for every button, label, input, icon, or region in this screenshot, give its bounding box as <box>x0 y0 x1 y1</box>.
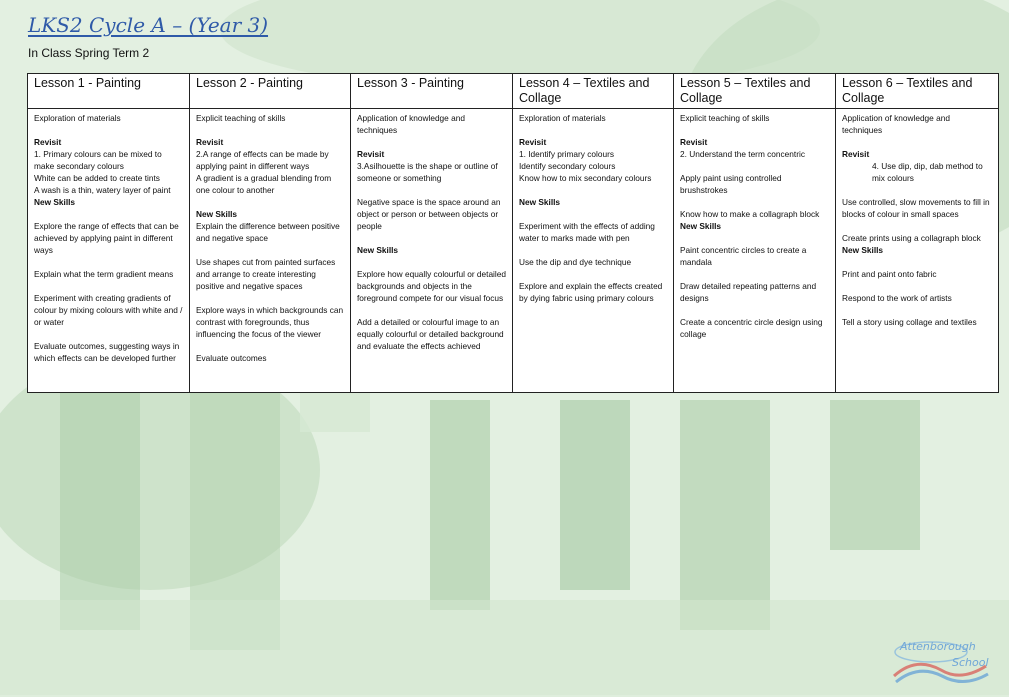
content-line: A gradient is a gradual blending from one colour to another <box>196 173 332 195</box>
section-heading: Revisit <box>842 149 870 159</box>
content-block <box>196 208 344 244</box>
section-heading: New Skills <box>357 245 399 255</box>
content-block <box>519 136 667 184</box>
content-line: Explicit teaching of skills <box>196 113 286 123</box>
content-line: Explore how equally colourful or detailed backgrounds and objects in the foreground compete for our visual focus <box>357 269 506 303</box>
content-line: Explain the difference between positive and negative space <box>196 221 340 243</box>
lesson-4-header: Lesson 4 – Textiles and Collage <box>513 74 674 109</box>
section-heading: New Skills <box>680 221 722 231</box>
content-block <box>519 112 667 124</box>
content-line: Explicit teaching of skills <box>680 113 770 123</box>
content-block <box>680 208 829 232</box>
content-block <box>519 196 667 208</box>
lesson-6-header: Lesson 6 – Textiles and Collage <box>836 74 999 109</box>
content-line: 1. Primary colours can be mixed to make secondary colours <box>34 149 162 171</box>
content-line: White can be added to create tints <box>34 173 160 183</box>
content-line: Exploration of materials <box>519 113 606 123</box>
content-line: A wash is a thin, watery layer of paint <box>34 185 171 195</box>
content-block <box>842 148 992 184</box>
section-heading: New Skills <box>519 197 561 207</box>
content-block <box>519 220 667 244</box>
content-block <box>196 352 344 364</box>
content-line: Identify secondary colours <box>519 161 616 171</box>
lesson-1-content <box>28 109 190 393</box>
content-line: Experiment with creating gradients of colour by mixing colours with white and / or water <box>34 293 183 327</box>
content-block <box>34 136 183 208</box>
content-block <box>34 292 183 328</box>
content-line: Explore ways in which backgrounds can contrast with foregrounds, thus influencing the focus of the viewer <box>196 305 344 339</box>
content-line: Explore and explain the effects created by dying fabric using primary colours <box>519 281 663 303</box>
content-line: Tell a story using collage and textiles <box>842 317 977 327</box>
content-line: 2.A range of effects can be made by applying paint in different ways <box>196 149 329 171</box>
section-heading: New Skills <box>842 245 884 255</box>
content-line: Know how to mix secondary colours <box>519 173 652 183</box>
content-block <box>357 268 506 304</box>
lesson-2-header: Lesson 2 - Painting <box>190 74 351 109</box>
content-block <box>680 244 829 268</box>
content-block <box>680 280 829 304</box>
content-line: Know how to make a collagraph block <box>680 209 820 219</box>
content-block <box>842 268 992 280</box>
section-heading: Revisit <box>34 137 62 147</box>
content-block <box>34 268 183 280</box>
section-heading: New Skills <box>34 197 76 207</box>
content-block <box>357 244 506 256</box>
page-title: LKS2 Cycle A – (Year 3) <box>28 13 269 37</box>
content-line: Use the dip and dye technique <box>519 257 632 267</box>
content-line: Use shapes cut from painted surfaces and arrange to create interesting positive and negative spaces <box>196 257 336 291</box>
content-line: Respond to the work of artists <box>842 293 952 303</box>
content-block <box>196 256 344 292</box>
section-heading: Revisit <box>680 137 708 147</box>
content-block <box>842 292 992 304</box>
lesson-2-content <box>190 109 351 393</box>
logo-name-line2: School <box>952 656 989 669</box>
content-block <box>680 316 829 340</box>
content-line: Add a detailed or colourful image to an equally colourful or detailed background and evaluate the effects achieved <box>357 317 504 351</box>
content-line: Evaluate outcomes <box>196 353 267 363</box>
content-line: Evaluate outcomes, suggesting ways in which effects can be developed further <box>34 341 180 363</box>
content-block <box>34 220 183 256</box>
table-header-row <box>28 74 999 109</box>
content-line: Draw detailed repeating patterns and designs <box>680 281 817 303</box>
logo-name-line1: Attenborough <box>900 640 976 653</box>
content-block <box>34 112 183 124</box>
lesson-6-content <box>836 109 999 393</box>
lesson-1-header: Lesson 1 - Painting <box>28 74 190 109</box>
content-block <box>842 112 992 136</box>
lesson-3-content <box>351 109 513 393</box>
content-block <box>842 196 992 220</box>
content-block <box>519 256 667 268</box>
content-block <box>357 112 506 136</box>
content-line: Use controlled, slow movements to fill in blocks of colour in small spaces <box>842 197 990 219</box>
content-line: Create a concentric circle design using collage <box>680 317 823 339</box>
section-heading: Revisit <box>357 149 385 159</box>
lesson-4-content <box>513 109 674 393</box>
section-heading: Revisit <box>519 137 547 147</box>
content-line: Application of knowledge and techniques <box>842 113 950 135</box>
content-block <box>196 136 344 196</box>
content-line: Application of knowledge and techniques <box>357 113 465 135</box>
table-content-row <box>28 109 999 393</box>
content-block <box>680 112 829 124</box>
lesson-5-header: Lesson 5 – Textiles and Collage <box>674 74 836 109</box>
content-line: Explain what the term gradient means <box>34 269 174 279</box>
school-logo <box>886 636 996 692</box>
content-line: 2. Understand the term concentric <box>680 149 805 159</box>
content-line: Negative space is the space around an object or person or between objects or people <box>357 197 501 231</box>
content-line: Exploration of materials <box>34 113 121 123</box>
content-line: Paint concentric circles to create a mandala <box>680 245 807 267</box>
content-block <box>196 304 344 340</box>
lesson-plan-table <box>27 73 999 393</box>
content-block <box>357 148 506 184</box>
content-block <box>842 316 992 328</box>
content-block <box>357 196 506 232</box>
content-block <box>680 172 829 196</box>
content-block <box>357 316 506 352</box>
content-line: 1. Identify primary colours <box>519 149 614 159</box>
content-line: Print and paint onto fabric <box>842 269 937 279</box>
page-subtitle: In Class Spring Term 2 <box>28 46 150 60</box>
content-line: 3.Asilhouette is the shape or outline of someone or something <box>357 161 498 183</box>
section-heading: New Skills <box>196 209 238 219</box>
lesson-5-content <box>674 109 836 393</box>
content-line: Create prints using a collagraph block <box>842 233 981 243</box>
numbered-item: 4. Use dip, dip, dab method to mix colours <box>872 161 983 183</box>
section-heading: Revisit <box>196 137 224 147</box>
content-line: Explore the range of effects that can be achieved by applying paint in different ways <box>34 221 179 255</box>
lesson-3-header: Lesson 3 - Painting <box>351 74 513 109</box>
content-block <box>34 340 183 364</box>
content-block <box>680 136 829 160</box>
content-line: Apply paint using controlled brushstrokes <box>680 173 782 195</box>
content-block <box>196 112 344 124</box>
content-line: Experiment with the effects of adding water to marks made with pen <box>519 221 655 243</box>
content-block <box>519 280 667 304</box>
content-block <box>842 232 992 256</box>
